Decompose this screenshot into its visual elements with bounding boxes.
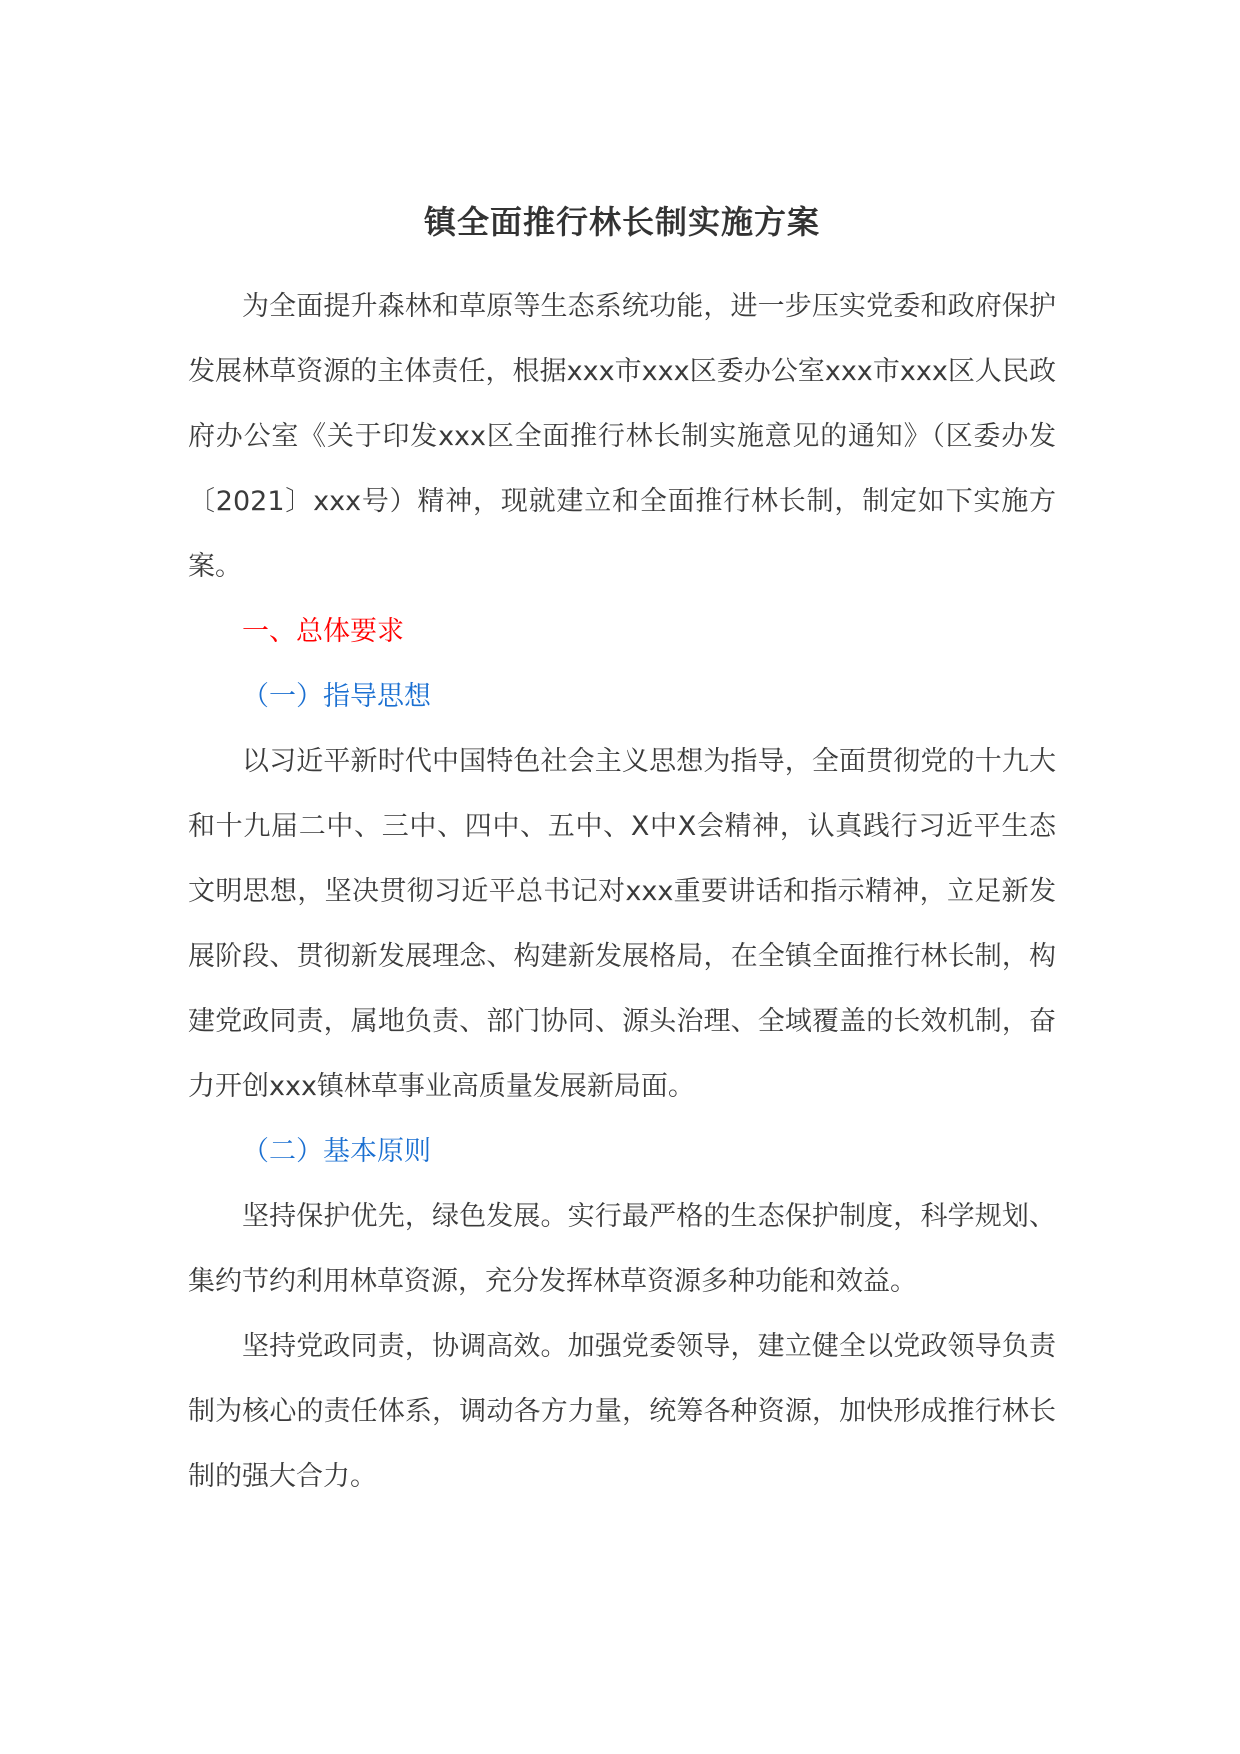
intro-paragraph: 为全面提升森林和草原等生态系统功能，进一步压实党委和政府保护发展林草资源的主体责任，根据xxx市xxx区委办公室xxx市xxx区人民政府办公室《关于印发xxx区全面推行林长制实施意见的通知》（区委办发〔2021〕xxx号）精神，现就建立和全面推行林长制，制定如下实施方案。	[188, 291, 1056, 582]
section-heading-general-requirements: 一、总体要求	[242, 616, 404, 647]
document-title: 镇全面推行林长制实施方案	[423, 203, 820, 241]
principle-paragraph-protection-first: 坚持保护优先，绿色发展。实行最严格的生态保护制度，科学规划、集约节约利用林草资源，充分发挥林草资源多种功能和效益。	[188, 1201, 1056, 1297]
principle-paragraph-party-government-responsibility: 坚持党政同责，协调高效。加强党委领导，建立健全以党政领导负责制为核心的责任体系，调动各方力量，统筹各种资源，加快形成推行林长制的强大合力。	[188, 1331, 1056, 1492]
document-body	[188, 190, 1056, 1509]
subsection-heading-guiding-ideology: （一）指导思想	[242, 681, 431, 712]
subsection-heading-basic-principles: （二）基本原则	[242, 1136, 431, 1167]
guiding-ideology-paragraph: 以习近平新时代中国特色社会主义思想为指导，全面贯彻党的十九大和十九届二中、三中、四中、五中、X中X会精神，认真践行习近平生态文明思想，坚决贯彻习近平总书记对xxx重要讲话和指示精神，立足新发展阶段、贯彻新发展理念、构建新发展格局，在全镇全面推行林长制，构建党政同责，属地负责、部门协同、源头治理、全域覆盖的长效机制，奋力开创xxx镇林草事业高质量发展新局面。	[188, 746, 1056, 1102]
